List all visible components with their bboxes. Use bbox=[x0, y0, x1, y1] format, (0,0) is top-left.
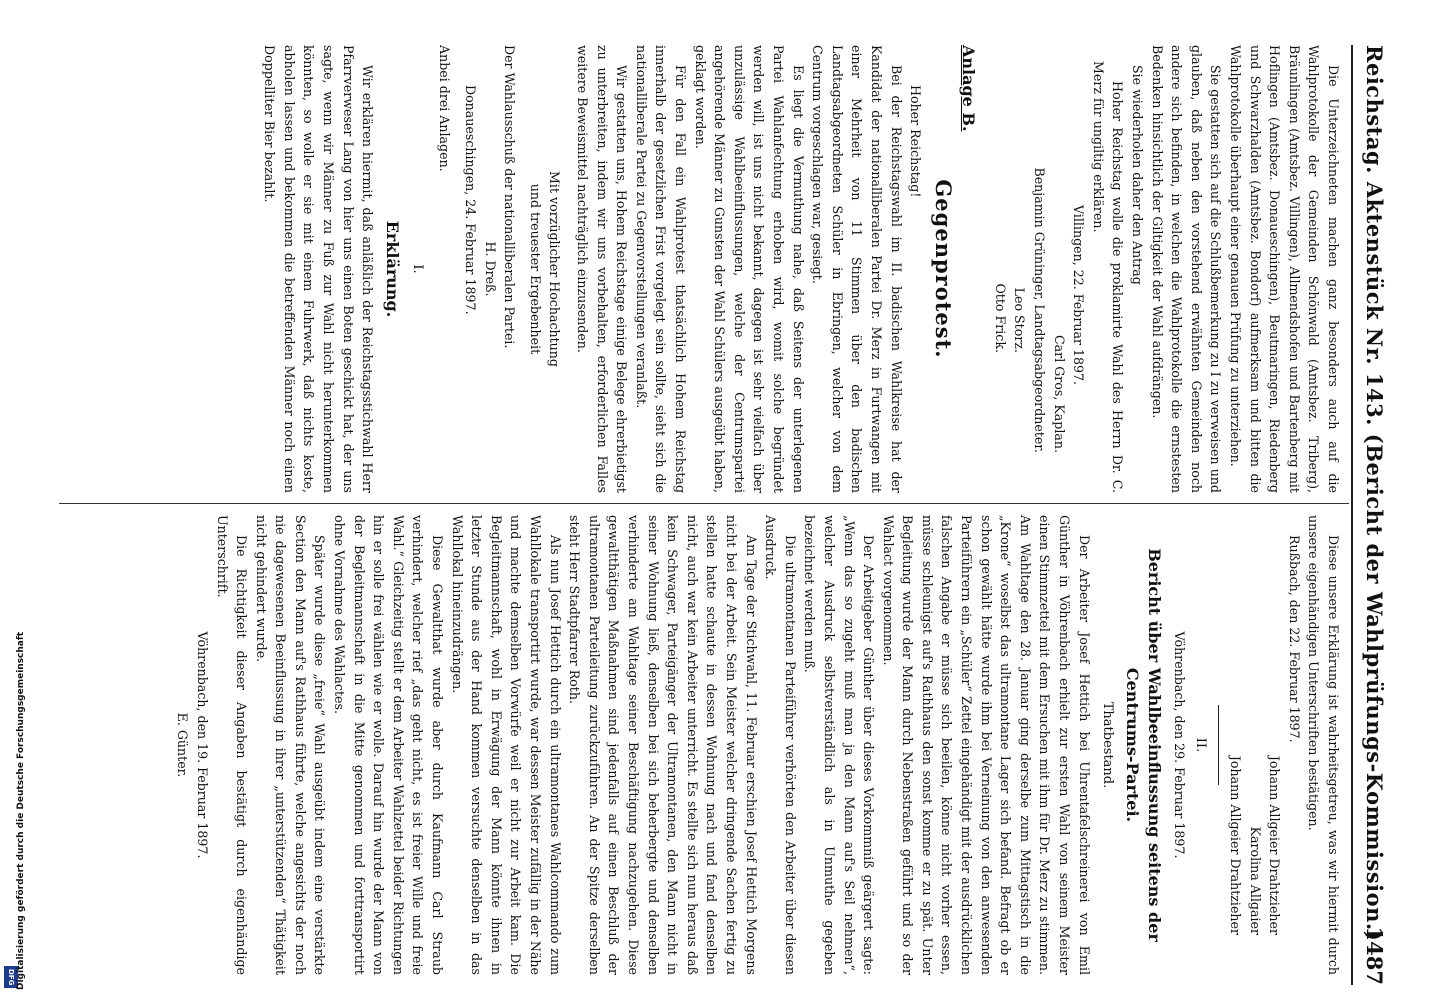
signer-3: Johann Allgeier Drahtzieher bbox=[1228, 755, 1244, 935]
date-line: Vöhrenbach, den 19. Februar 1897. bbox=[194, 631, 210, 859]
closing-line: Mit vorzüglicher Hochachtung bbox=[547, 171, 563, 367]
signer-4: Otto Frick. bbox=[992, 283, 1008, 353]
paragraph: Wir erklären hiermit, daß anläßlich der Reichstagsstichwahl Herr Pfarrverweser Lang von hier uns einen Boten geschickt hat, der uns sagte, wenn wir Männer zu Fuß zur Wahl nicht herunterkommen könnten, so wolle er sie mit einem Fuhrwerk, daß nichts koste, abholen lassen und bekommen die betreffenden Männer noch einen Doppelliter Bier bezahlt. bbox=[262, 45, 376, 493]
signer-1: Carl Gros, Kaplan. bbox=[1051, 335, 1067, 453]
facts-heading: Thatbestand. bbox=[1100, 701, 1116, 789]
paragraph: Bei der Reichstagswahl im II. badischen Wahlkreise hat der Kandidat der nationalliberalen Partei Dr. Merz in Furtwangen mit einer Mehrheit von 11 Stimmen über den badischen Landtagsabgeordneten Schüler in Ebringen, welcher von dem Centrum vorgeschlagen war, gesiegt. bbox=[810, 45, 904, 493]
paragraph: Diese Gewaltthat wurde aber durch Kaufmann Carl Straub verhindert, welcher rief „das geht nicht, es ist freier Wille und freie Wahl.“ Gleichzeitig stellt er dem Arbeiter Wahlzettel beider Richtungen hin er solle frei wählen wie er wolle. Darauf hin wurde der Mann von der Begleitmannschaft in die Mitte genommen und forttransportirt ohne Vornahme des Wahlactes. bbox=[332, 515, 446, 975]
date-line: Vöhrenbach, den 29. Februar 1897. bbox=[1171, 631, 1187, 859]
section-number: I. bbox=[409, 264, 425, 274]
paragraph: Hoher Reichstag wolle die proklamirte Wahl des Herrn Dr. C. Merz für ungiltig erklären. bbox=[1090, 61, 1126, 493]
paragraph: Später wurde diese „freie“ Wahl ausgeübt indem eine verstärkte Section den Mann auf's Rathhaus führte, welche angesichts der noch nie dagewesenen Beeinflussung in ihrer „unterstützenden“ Thätigkeit nicht gehindert wurde. bbox=[253, 515, 328, 975]
digitization-note: Digitalisierung gefördert durch die Deutsche Forschungsgemeinschaft bbox=[16, 631, 26, 990]
paragraph: Die ultramontanen Parteiführer verhörten den Arbeiter über diesen Ausdruck. bbox=[763, 515, 798, 975]
signer-3: Leo Storz. bbox=[1012, 287, 1028, 353]
report-title: Bericht über Wahlbeeinflussung seitens der Centrums-Partei. bbox=[1123, 548, 1165, 942]
paragraph: Für den Fall ein Wahlprotest thatsächlich Hohem Reichstag innerhalb der gesetzlichen Frist vorgelegt sein sollte, sieht sich die nationalliberale Partei zu Gegenvorstellungen veranlaßt. bbox=[633, 45, 688, 493]
committee-name: Der Wahlausschuß der nationalliberalen Partei. bbox=[502, 45, 518, 349]
committee-signature: H. Dreß. bbox=[482, 241, 498, 297]
column-divider bbox=[59, 503, 1349, 504]
paragraph: Als nun Josef Hettich durch ein ultramontanes Wahlcommando zum Wahllokale transportirt wurde, war dessen Meister zufällig in der Nähe und machte demselben Vorwürfe weil er nicht zur Arbeit kam. Die Begleitmannschaft, wohl in Erwägung der Mann könnte ihnen in letzter Stunde aus der Hand kommen versuchte denselben in das Wahllokal hineinzudrängen. bbox=[449, 515, 563, 975]
paragraph: Am Tage der Stichwahl, 11. Februar erschien Josef Hettich Morgens nicht bei der Arbeit. Sein Meister welcher dringende Sachen fertig zu stellen hatte schaute in dessen Wohnung nach und fand denselben nicht, auch war kein Arbeiter unterricht. Es stellte sich nun heraus daß kein Schwager, Parteigänger der Ultramontanen, den Mann nicht in seiner Wohnung ließ, denselben bei sich beherbergte und denselben verhinderte am Wahltage seiner Beschäftigung nachzugehen. Diese gewaltthätigen Maßnahmen sind jedenfalls auf einen Beschluß der ultramontanen Parteileitung zurückzuführen. An der Spitze derselben steht Herr Stadtpfarrer Roth. bbox=[567, 515, 759, 975]
signer: E. Günter. bbox=[175, 712, 191, 778]
signer-1: Johann Allgeier Drahtzieher bbox=[1267, 755, 1283, 935]
running-head: Reichstag. Aktenstück Nr. 143. (Bericht der Wahlprüfungs-Kommission.) bbox=[1362, 45, 1387, 942]
page-header bbox=[1351, 45, 1395, 985]
date-line: Donaueschingen, 24. Februar 1897. bbox=[463, 85, 479, 315]
paragraph: Es liegt die Vermuthung nahe, daß Seitens der unterlegenen Partei Wahlanfechtung erhoben wird, womit solche begründet werden will, ist uns nicht bekannt, dagegen ist sehr vielfach über unzulässige Wahlbeeinflussungen, welche der Centrumspartei angehörende Männer zu Gunsten der Wahl Schülers ausgeübt haben, geklagt worden. bbox=[692, 45, 806, 493]
paragraph: Die Richtigkeit dieser Angaben bestätigt durch eigenhändige Unterschrift. bbox=[214, 515, 250, 975]
paragraph: Die Unterzeichneten machen ganz besonders auch auf die Wahlprotokolle der Gemeinden Schönwald (Amtsbez. Triberg), Bräunlingen (Amtsbez. Villingen), Allmendshofen und Bartenberg mit Hoflingen (Amtsbez. Donaueschingen), Beutmaringen, Riedenberg und Schwarzhalden (Amtsbez. Bondorf) aufmerksam und bitten die Wahlprotokolle überhaupt einer genauen Prüfung zu unterziehen. bbox=[1228, 45, 1341, 493]
date-line: Villingen, 22. Februar 1897. bbox=[1071, 205, 1087, 386]
declaration-title: Erklärung. bbox=[383, 220, 403, 318]
paragraph: Sie wiederholen daher den Antrag bbox=[1130, 65, 1146, 285]
left-column bbox=[63, 45, 1343, 493]
rotated-document-page bbox=[55, 45, 1395, 985]
paragraph: Der Arbeiter Josef Hettich bei Uhrentafelschreinerei von Emil Günther in Vöhrenbach erhielt zur ersten Wahl von seinem Meister einen Stimmzettel mit dem Ersuchen mit ihm für Dr. Merz zu stimmen. Am Wahltage den 28. Januar ging derselbe zum Mittagstisch in die „Krone“ woselbst das ultramontane Lager sich befand. Befragt ob er schon gewählt hätte wurde ihm bei Verneinung von den anwesenden Parteiführern ein „Schüler“ Zettel eingehändigt mit der ausdrücklichen falschen Angabe er müsse sich beeilen, könne nicht vorher essen, müsse schleunigst auf's Rathhaus den sonst komme er zu spät. Unter Begleitung wurde der Mann durch Nebenstraßen geführt und so der Wahlact vorgenommen. bbox=[880, 515, 1092, 975]
paragraph: Wir gestatten uns, Hohem Reichstage einige Belege ehrerbietigst zu unterbreiten, indem wir uns vorbehalten, erforderlichen Falles weitere Beweismittel nachträglich einzusenden. bbox=[575, 45, 630, 493]
digitization-strip bbox=[0, 0, 24, 1000]
page-number: 1487 bbox=[1362, 926, 1387, 985]
signer-2: Benjamin Grüninger, Landtagsabgeordneter. bbox=[1032, 167, 1048, 453]
closing-line: und treuester Ergebenheit bbox=[527, 183, 543, 355]
dfg-logo: DFG bbox=[4, 966, 18, 988]
enclosures-note: Anbei drei Anlagen. bbox=[437, 45, 453, 172]
paragraph: Sie gestatten sich auf die Schlußbemerkung zu I zu verweisen und glauben, daß neben den vorstehend erwähnten Gemeinden noch andere sich befinden, in welchen die Wahlprotokolle die ernstesten Bedenken hinsichtlich der Giltigkeit der Wahl aufdrängen. bbox=[1149, 45, 1224, 493]
separator bbox=[1218, 705, 1219, 785]
date-line: Rußbach, den 22. Februar 1897. bbox=[1286, 535, 1302, 743]
signer-2: Karolina Allgaier bbox=[1247, 826, 1263, 935]
right-column bbox=[63, 515, 1343, 975]
counter-protest-title: Gegenprotest. bbox=[930, 179, 956, 359]
paragraph: Diese unsere Erklärung ist wahrheitsgetreu, was wir hiermit durch unsere eigenhändigen Unterschriften bestätigen. bbox=[1306, 515, 1341, 975]
annex-heading: Anlage B. bbox=[959, 45, 979, 132]
section-number: II. bbox=[1193, 737, 1209, 753]
paragraph: Der Arbeitgeber Günther über dieses Vorkommniß geärgert sagte: „Wenn das so zugeht muß man ja den Mann auf's Seil nehmen“, welcher Ausdruck selbstverständlich als in Unmuthe gegeben bezeichnet werden muß. bbox=[802, 515, 877, 975]
salutation: Hoher Reichstag! bbox=[908, 85, 924, 198]
